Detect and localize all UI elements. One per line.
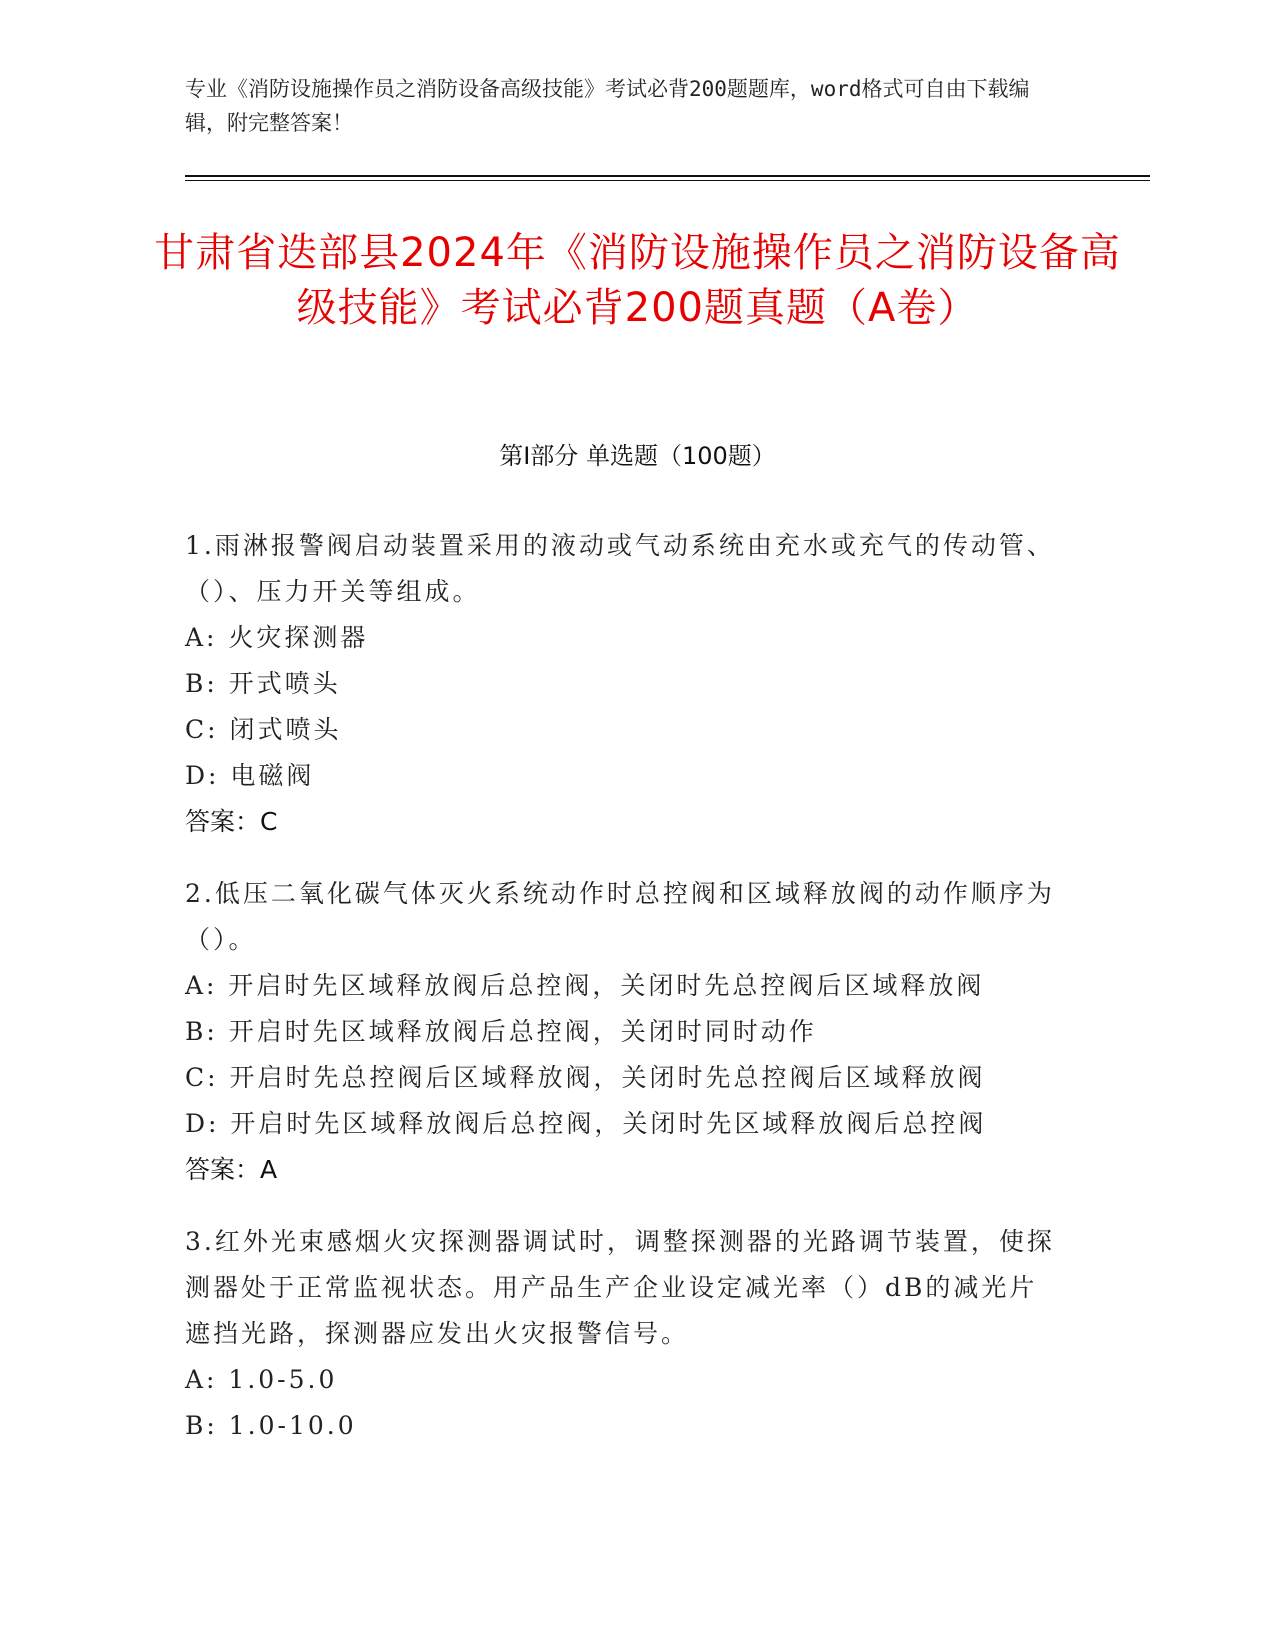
question-2	[185, 871, 1065, 1193]
document-title: 甘肃省迭部县2024年《消防设施操作员之消防设备高级技能》考试必背200题真题（A卷）	[154, 230, 1121, 331]
option-d: D: 开启时先区域释放阀后总控阀，关闭时先区域释放阀后总控阀	[185, 1109, 987, 1138]
option-a: A: 1.0-5.0	[185, 1365, 338, 1394]
answer: 答案：A	[185, 1155, 278, 1184]
header-divider-thin	[185, 180, 1150, 181]
option-c: C: 开启时先总控阀后区域释放阀，关闭时先总控阀后区域释放阀	[185, 1063, 986, 1092]
question-text: 2.低压二氧化碳气体灭火系统动作时总控阀和区域释放阀的动作顺序为（）。	[185, 879, 1055, 954]
option-a: A: 开启时先区域释放阀后总控阀，关闭时先总控阀后区域释放阀	[185, 971, 985, 1000]
question-text: 3.红外光束感烟火灾探测器调试时，调整探测器的光路调节装置，使探测器处于正常监视状态。用产品生产企业设定减光率（）dB的减光片遮挡光路，探测器应发出火灾报警信号。	[185, 1227, 1055, 1348]
header-note: 专业《消防设施操作员之消防设备高级技能》考试必背200题题库，word格式可自由下载编辑，附完整答案！	[185, 77, 1030, 135]
header-divider-thick	[185, 175, 1150, 177]
option-b: B: 开式喷头	[185, 669, 341, 698]
option-a: A: 火灾探测器	[185, 623, 369, 652]
answer: 答案：C	[185, 807, 278, 836]
option-b: B: 开启时先区域释放阀后总控阀，关闭时同时动作	[185, 1017, 817, 1046]
question-1	[185, 523, 1065, 845]
question-3	[185, 1219, 1065, 1449]
question-text: 1.雨淋报警阀启动装置采用的液动或气动系统由充水或充气的传动管、（）、压力开关等组成。	[185, 531, 1055, 606]
option-c: C: 闭式喷头	[185, 715, 342, 744]
option-b: B: 1.0-10.0	[185, 1411, 357, 1440]
option-d: D: 电磁阀	[185, 761, 315, 790]
section-title: 第I部分 单选题（100题）	[499, 442, 776, 470]
